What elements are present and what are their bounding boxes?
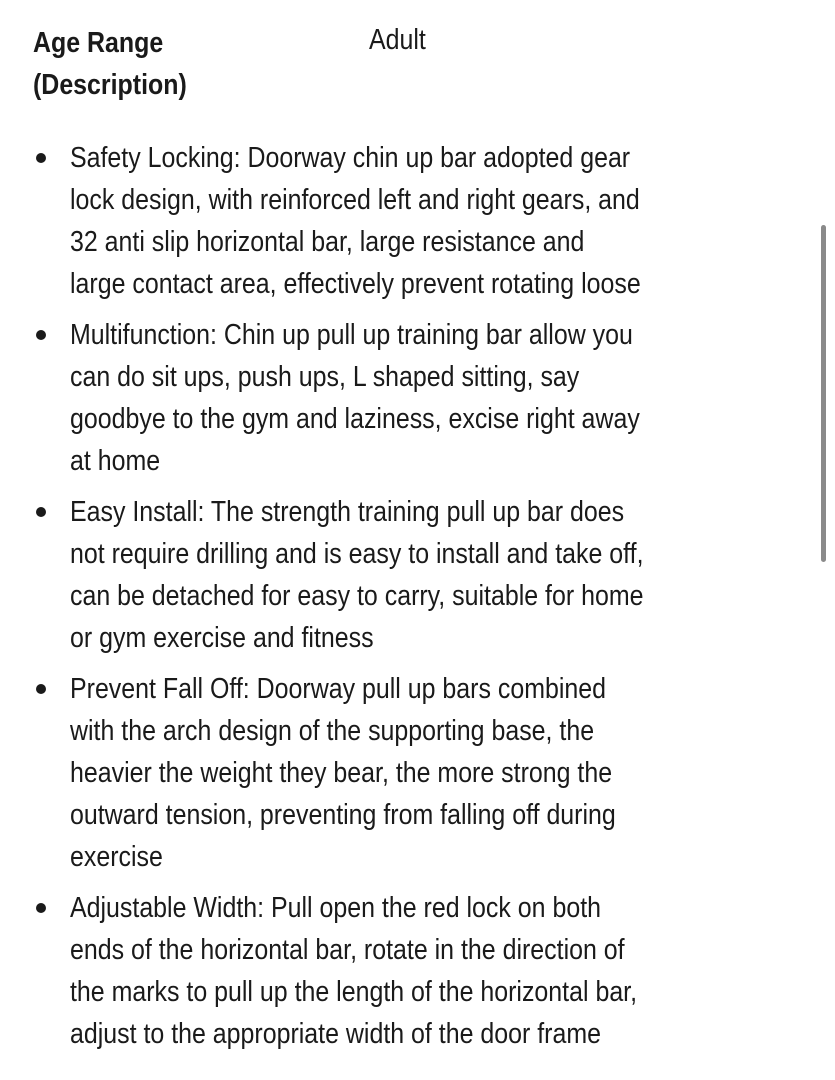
list-item-text: outward tension, preventing from falling off during [70,799,616,831]
list-item-text: 32 anti slip horizontal bar, large resistance and [70,226,585,258]
spec-label-line: Age Range [33,27,164,59]
list-item-text: at home [70,445,161,477]
list-item [0,491,835,659]
list-item-text: with the arch design of the supporting base, the [70,715,595,747]
list-item-text: Prevent Fall Off: Doorway pull up bars combined [70,673,607,705]
spec-label-line: (Description) [33,69,187,101]
list-item-text: Multifunction: Chin up pull up training bar allow you [70,319,633,351]
list-item-text: Safety Locking: Doorway chin up bar adopted gear [70,142,631,174]
bullet-icon [36,153,46,163]
spec-label [33,22,187,106]
bullet-icon [36,507,46,517]
list-item-text: large contact area, effectively prevent rotating loose [70,268,641,300]
list-item-text: can be detached for easy to carry, suitable for home [70,580,644,612]
feature-list [0,137,835,1064]
list-item-text: Adjustable Width: Pull open the red lock on both [70,892,602,924]
list-item [0,137,835,305]
list-item-text: adjust to the appropriate width of the door frame [70,1018,601,1050]
list-item-text: can do sit ups, push ups, L shaped sitting, say [70,361,580,393]
list-item [0,887,835,1055]
list-item-text: goodbye to the gym and laziness, excise right away [70,403,640,435]
list-item-text: exercise [70,841,163,873]
list-item-text: or gym exercise and fitness [70,622,374,654]
scrollbar-thumb[interactable] [821,225,826,562]
list-item-text: the marks to pull up the length of the horizontal bar, [70,976,638,1008]
list-item-text: Easy Install: The strength training pull up bar does [70,496,625,528]
spec-value: Adult [369,24,426,56]
list-item-text: heavier the weight they bear, the more strong the [70,757,613,789]
list-item-text: lock design, with reinforced left and right gears, and [70,184,640,216]
list-item [0,668,835,878]
bullet-icon [36,903,46,913]
list-item [0,314,835,482]
bullet-icon [36,684,46,694]
list-item-text: not require drilling and is easy to install and take off, [70,538,644,570]
bullet-icon [36,330,46,340]
list-item-text: ends of the horizontal bar, rotate in the direction of [70,934,625,966]
